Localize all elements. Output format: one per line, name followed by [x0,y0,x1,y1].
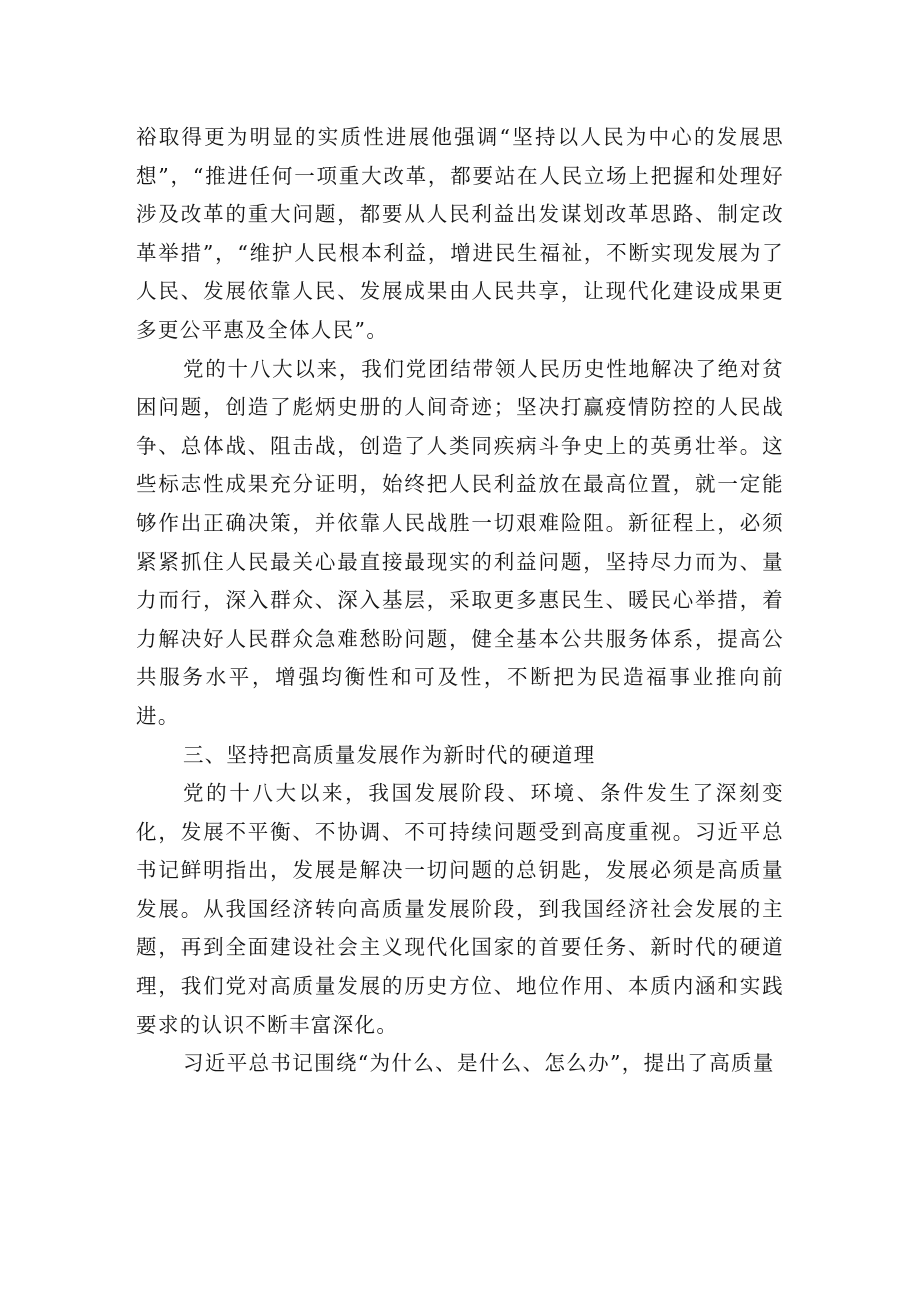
body-paragraph-4: 习近平总书记围绕“为什么、是什么、怎么办”，提出了高质量 [183,1051,775,1076]
body-paragraph-3: 党的十八大以来，我国发展阶段、环境、条件发生了深刻变化，发展不平衡、不协调、不可持续问题受到高度重视。习近平总书记鲜明指出，发展是解决一切问题的总钥匙，发展必须是高质量发展。从我国经济转向高质量发展阶段，到我国经济社会发展的主题，再到全面建设社会主义现代化国家的首要任务、新时代的硬道理，我们党对高质量发展的历史方位、地位作用、本质内涵和实践要求的认识不断丰富深化。 [136,781,784,1037]
body-paragraph-2: 党的十八大以来，我们党团结带领人民历史性地解决了绝对贫困问题，创造了彪炳史册的人间奇迹；坚决打赢疫情防控的人民战争、总体战、阻击战，创造了人类同疾病斗争史上的英勇壮举。这些标志性成果充分证明，始终把人民利益放在最高位置，就一定能够作出正确决策，并依靠人民战胜一切艰难险阻。新征程上，必须紧紧抓住人民最关心最直接最现实的利益问题，坚持尽力而为、量力而行，深入群众、深入基层，采取更多惠民生、暖民心举措，着力解决好人民群众急难愁盼问题，健全基本公共服务体系，提高公共服务水平，增强均衡性和可及性，不断把为民造福事业推向前进。 [136,356,784,728]
body-paragraph-1: 裕取得更为明显的实质性进展他强调“坚持以人民为中心的发展思想”，“推进任何一项重大改革，都要站在人民立场上把握和处理好涉及改革的重大问题，都要从人民利益出发谋划改革思路、制定改革举措”，“维护人民根本利益，增进民生福祉，不断实现发展为了人民、发展依靠人民、发展成果由人民共享，让现代化建设成果更多更公平惠及全体人民”。 [136,125,784,342]
section-heading-3: 三、坚持把高质量发展作为新时代的硬道理 [183,742,596,767]
document-page [136,118,784,1083]
